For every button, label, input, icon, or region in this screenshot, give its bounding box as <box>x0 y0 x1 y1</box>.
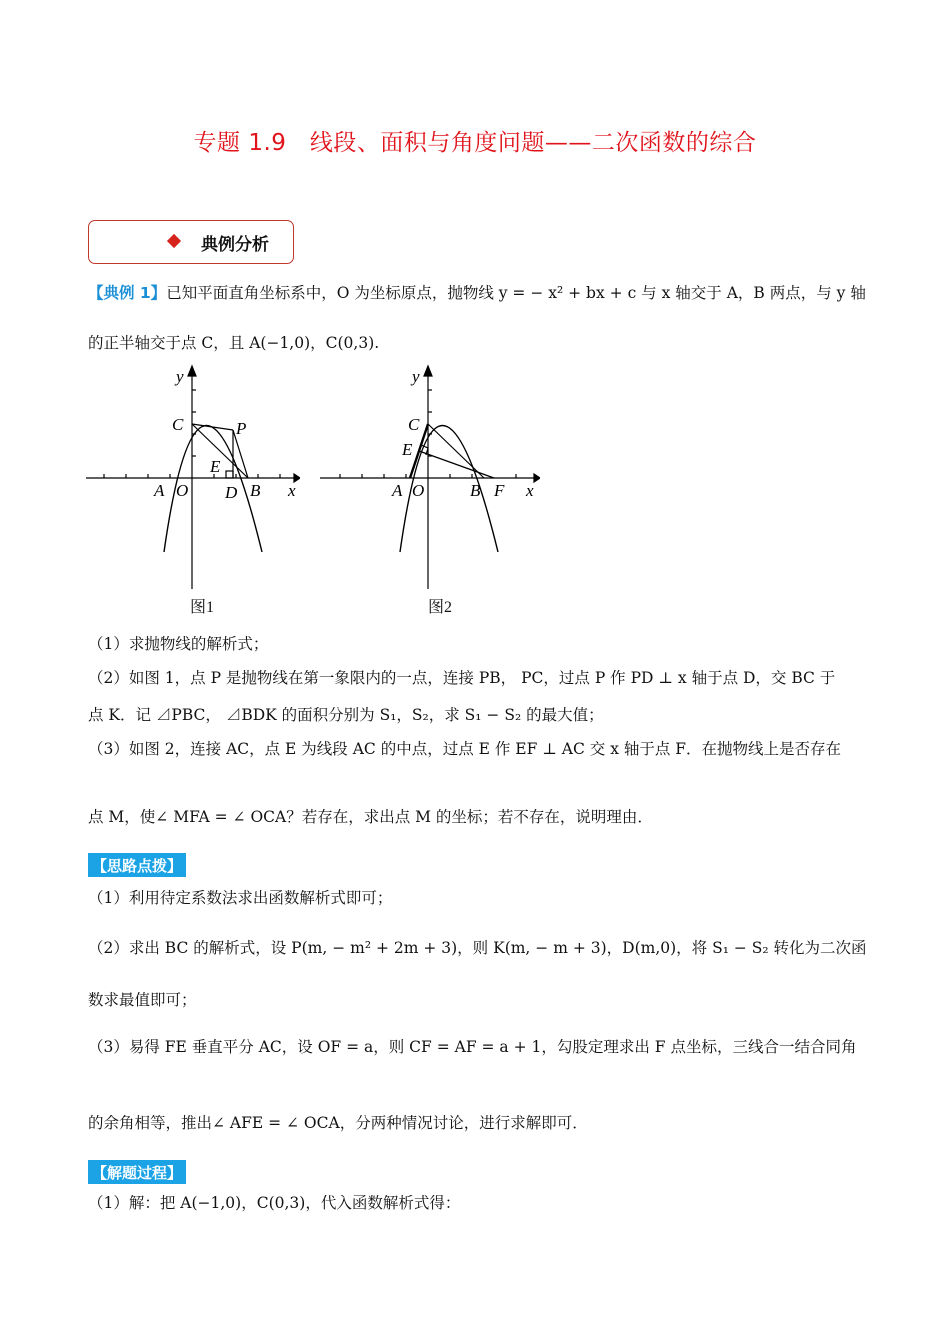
hint-2-line-1: （2）求出 BC 的解析式，设 P(m, − m² + 2m + 3)，则 K(m, − m + 3)，D(m,0)，将 S₁ − S₂ 转化为二次函 <box>88 939 867 957</box>
fig1-label-e: E <box>210 457 221 476</box>
fig1-label-o: O <box>176 481 189 500</box>
fig2-segment-cb <box>428 424 484 478</box>
figure-2-caption: 图2 <box>428 599 453 616</box>
question-1: （1）求抛物线的解析式； <box>88 635 269 653</box>
fig1-right-angle <box>226 471 233 478</box>
hint-1: （1）利用待定系数法求出函数解析式即可； <box>88 889 393 907</box>
solution-tag: 【解题过程】 <box>88 1160 186 1184</box>
fig2-y-arrow <box>424 366 432 376</box>
figure-2 <box>320 364 540 589</box>
fig2-label-x: x <box>526 481 534 500</box>
fig2-segment-ef <box>419 451 494 478</box>
example-tag: 【典例 1】 <box>88 284 167 302</box>
fig2-label-c: C <box>408 415 420 434</box>
example-text-1: 已知平面直角坐标系中，O 为坐标原点，抛物线 y = − x² + bx + c 与 x 轴交于 A，B 两点，与 y 轴 <box>166 284 866 302</box>
question-2-line-2: 点 K．记 ⊿PBC， ⊿BDK 的面积分别为 S₁，S₂，求 S₁ − S₂ 的最大值； <box>88 706 604 724</box>
fig2-x-arrow <box>534 474 540 482</box>
section-label: 典例分析 <box>201 235 269 255</box>
hint-3-line-2: 的余角相等，推出∠ AFE = ∠ OCA，分两种情况讨论，进行求解即可． <box>88 1114 588 1132</box>
example-line-1 <box>88 286 866 302</box>
fig2-label-o: O <box>412 481 425 500</box>
page-title: 专题 1.9 线段、面积与角度问题——二次函数的综合 <box>193 130 757 156</box>
section-header <box>88 220 294 264</box>
fig1-label-p: P <box>236 419 247 438</box>
fig2-label-e: E <box>402 440 413 459</box>
fig1-label-d: D <box>225 483 238 502</box>
hint-tag: 【思路点拨】 <box>88 853 186 877</box>
question-3-line-1: （3）如图 2，连接 AC，点 E 为线段 AC 的中点，过点 E 作 EF ⊥ AC 交 x 轴于点 F．在抛物线上是否存在 <box>88 740 842 758</box>
fig1-label-y: y <box>176 367 184 386</box>
fig1-label-b: B <box>250 481 261 500</box>
diamond-icon <box>167 234 181 248</box>
fig1-y-arrow <box>188 366 196 376</box>
fig2-label-a: A <box>392 481 403 500</box>
fig1-label-c: C <box>172 415 184 434</box>
hint-3-line-1: （3）易得 FE 垂直平分 AC，设 OF = a，则 CF = AF = a + 1，勾股定理求出 F 点坐标，三线合一结合同角 <box>88 1038 857 1056</box>
hint-2-line-2: 数求最值即可； <box>88 991 197 1009</box>
fig2-label-f: F <box>494 481 505 500</box>
fig1-label-a: A <box>154 481 165 500</box>
question-3-line-2: 点 M，使∠ MFA = ∠ OCA？若存在，求出点 M 的坐标；若不存在，说明理由． <box>88 808 653 826</box>
fig2-label-y: y <box>412 367 420 386</box>
question-2-line-1: （2）如图 1，点 P 是抛物线在第一象限内的一点，连接 PB， PC，过点 P 作 PD ⊥ x 轴于点 D，交 BC 于 <box>88 669 836 687</box>
figure-1 <box>86 364 300 589</box>
fig1-label-x: x <box>288 481 296 500</box>
figure-1-caption: 图1 <box>190 599 215 616</box>
solution-1: （1）解：把 A(−1,0)，C(0,3)，代入函数解析式得： <box>88 1194 461 1212</box>
fig2-label-b: B <box>470 481 481 500</box>
example-line-2: 的正半轴交于点 C，且 A(−1,0)，C(0,3). <box>88 334 380 352</box>
